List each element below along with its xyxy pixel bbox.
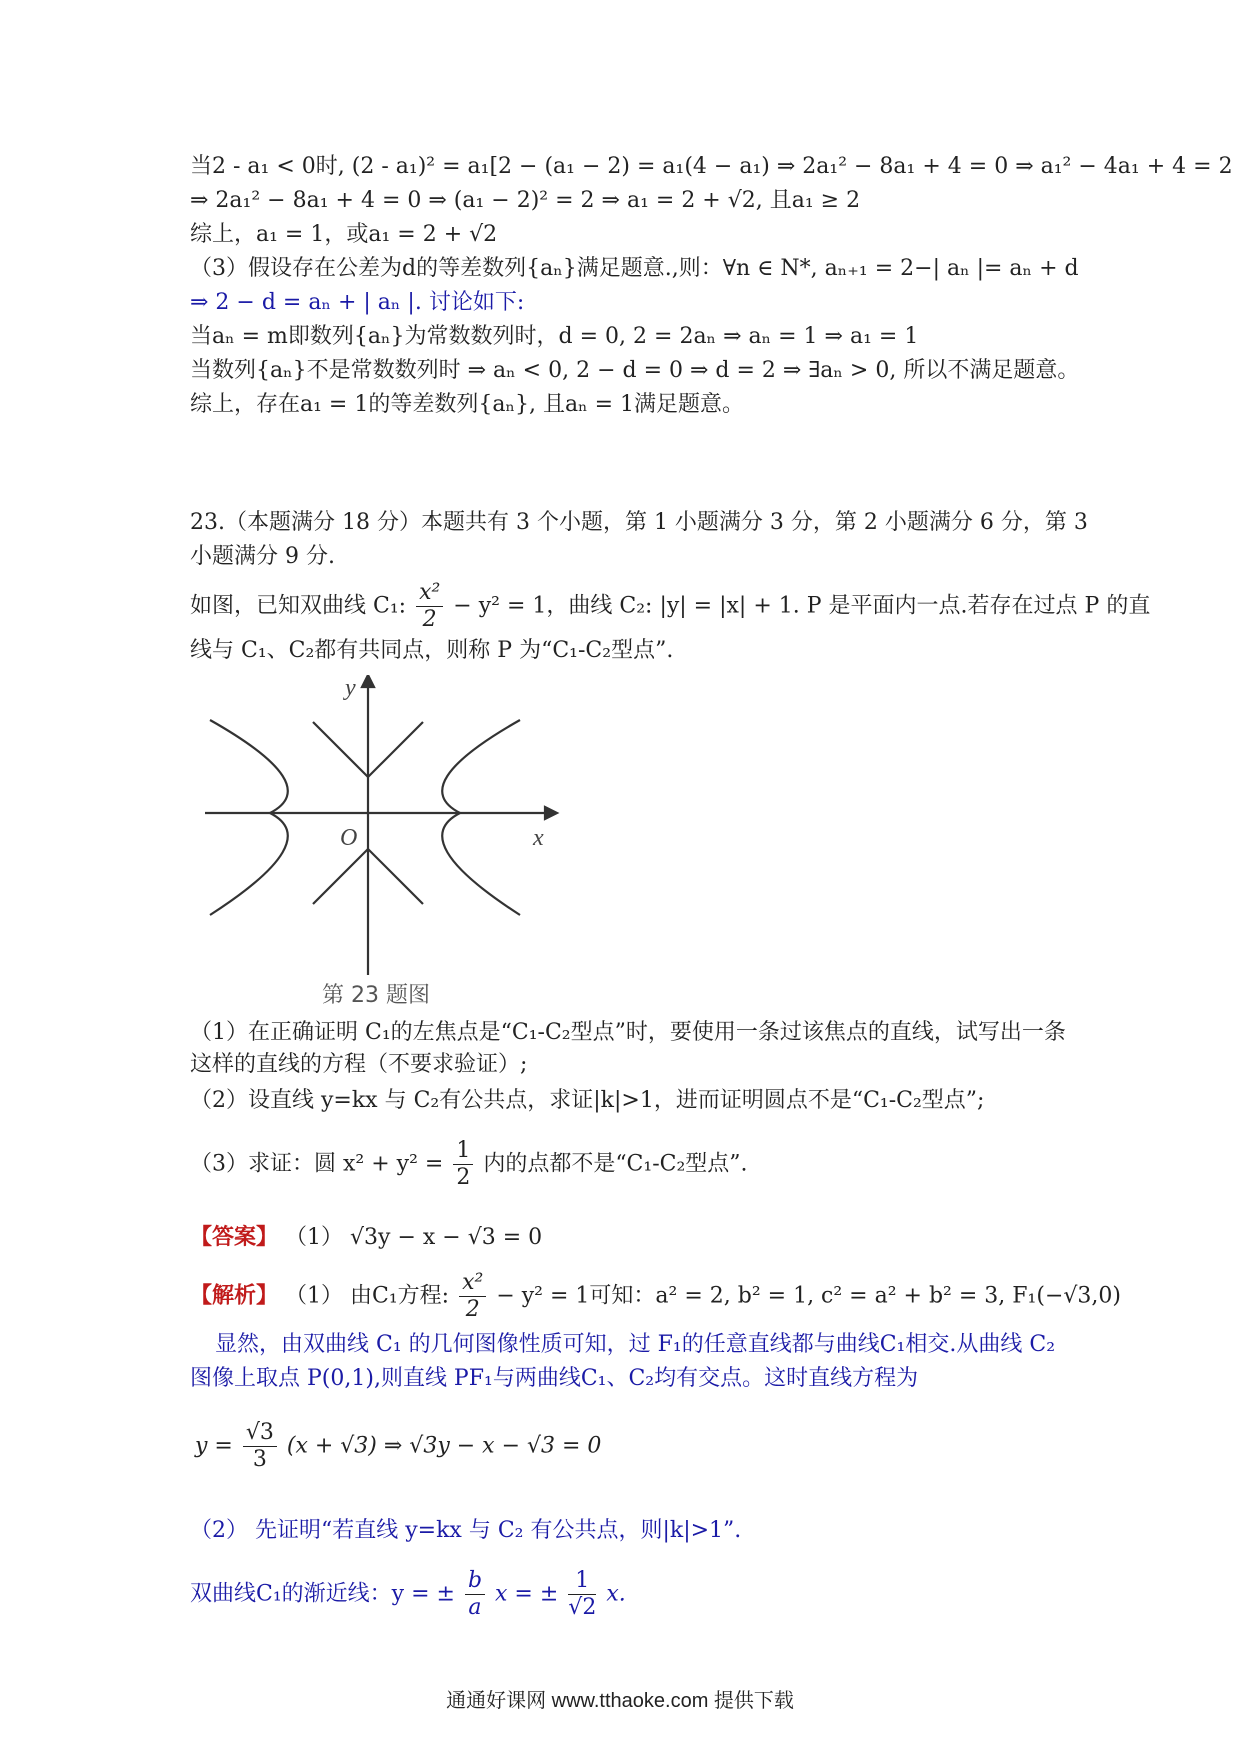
- fraction-numerator: x²: [416, 580, 443, 607]
- problem-header-2: 小题满分 9 分.: [190, 544, 335, 569]
- answer-tag: 【答案】: [190, 1224, 279, 1250]
- asymptote-fraction-2: [568, 1568, 596, 1621]
- analysis-line-3: 图像上取点 P(0,1),则直线 PF₁与两曲线C₁、C₂均有交点。这时直线方程为: [190, 1366, 919, 1391]
- fraction-numerator: 1: [453, 1138, 473, 1165]
- fraction-denominator: 2: [456, 1165, 471, 1190]
- fraction-numerator: 1: [568, 1568, 596, 1595]
- solution-line-6: 当aₙ = m即数列{aₙ}为常数数列时，d = 0, 2 = 2aₙ ⇒ aₙ = 1 ⇒ a₁ = 1: [190, 324, 919, 349]
- solution-line-3: 综上，a₁ = 1，或a₁ = 2 + √2: [190, 222, 498, 247]
- analysis-line-5: （2） 先证明“若直线 y=kx 与 C₂ 有公共点，则|k|>1”.: [190, 1518, 742, 1543]
- fraction-numerator: x²: [459, 1270, 486, 1297]
- fraction-numerator: b: [465, 1568, 485, 1595]
- hyperbola-left-branch: [210, 720, 288, 915]
- question-3-text-a: （3）求证：圆 x² + y² =: [190, 1151, 444, 1177]
- analysis-tag: 【解析】: [190, 1282, 279, 1309]
- y-axis-arrow: [362, 675, 374, 687]
- analysis-line-6: [190, 1568, 626, 1621]
- equation-text-a: y =: [195, 1433, 233, 1459]
- x-axis-label: x: [533, 825, 544, 851]
- hyperbola-figure: [205, 675, 575, 975]
- fraction-denominator: 2: [465, 1297, 480, 1322]
- analysis-line-1: [190, 1270, 1121, 1323]
- fraction-denominator: 2: [422, 607, 437, 632]
- question-1-line-2: 这样的直线的方程（不要求验证）;: [190, 1052, 528, 1077]
- fraction-denominator: a: [468, 1595, 482, 1620]
- fraction-denominator: √2: [568, 1595, 597, 1620]
- question-3: [190, 1138, 748, 1191]
- figure-caption: 第 23 题图: [322, 983, 430, 1008]
- analysis-text-a: （1） 由C₁方程:: [285, 1283, 450, 1309]
- fraction-denominator: 3: [252, 1447, 267, 1472]
- asymptote-fraction-1: [465, 1568, 485, 1621]
- statement-text-b: − y² = 1，曲线 C₂: |y| = |x| + 1. P 是平面内一点.若存在过点 P 的直: [453, 593, 1151, 619]
- y-axis-label: y: [345, 675, 356, 701]
- solution-line-2: ⇒ 2a₁² − 8a₁ + 4 = 0 ⇒ (a₁ − 2)² = 2 ⇒ a₁ = 2 + √2, 且a₁ ≥ 2: [190, 188, 861, 213]
- asymptote-text-b: x = ±: [495, 1581, 559, 1607]
- problem-statement-1: [190, 580, 1150, 633]
- statement-fraction: [416, 580, 443, 633]
- analysis-line-2: 显然，由双曲线 C₁ 的几何图像性质可知，过 F₁的任意直线都与曲线C₁相交.从曲线 C₂: [215, 1332, 1056, 1357]
- problem-header-1: 23.（本题满分 18 分）本题共有 3 个小题，第 1 小题满分 3 分，第 2 小题满分 6 分，第 3: [190, 510, 1088, 535]
- question-2: （2）设直线 y=kx 与 C₂有公共点，求证|k|>1，进而证明圆点不是“C₁-C₂型点”;: [190, 1088, 985, 1113]
- hyperbola-right-branch: [442, 720, 520, 915]
- statement-text-a: 如图，已知双曲线 C₁:: [190, 593, 407, 619]
- asymptote-text-c: x.: [606, 1581, 626, 1607]
- solution-line-5: ⇒ 2 − d = aₙ + | aₙ |. 讨论如下:: [190, 290, 525, 315]
- analysis-line-4: [195, 1420, 601, 1473]
- question-3-fraction: [453, 1138, 473, 1191]
- analysis-fraction: [459, 1270, 486, 1323]
- question-1-line-1: （1）在正确证明 C₁的左焦点是“C₁-C₂型点”时，要使用一条过该焦点的直线，试写出一条: [190, 1020, 1066, 1045]
- answer-line: [190, 1222, 542, 1253]
- page-footer: 通通好课网 www.tthaoke.com 提供下载: [446, 1690, 794, 1712]
- x-axis-arrow: [545, 807, 557, 819]
- asymptote-text-a: 双曲线C₁的渐近线：y = ±: [190, 1581, 455, 1607]
- answer-text: （1） √3y − x − √3 = 0: [285, 1225, 543, 1250]
- question-3-text-b: 内的点都不是“C₁-C₂型点”.: [483, 1151, 748, 1177]
- problem-statement-2: 线与 C₁、C₂都有共同点，则称 P 为“C₁-C₂型点”.: [190, 638, 674, 663]
- analysis-text-b: − y² = 1可知：a² = 2, b² = 1, c² = a² + b² = 3, F₁(−√3,0): [496, 1283, 1121, 1309]
- fraction-numerator: √3: [243, 1420, 277, 1447]
- equation-text-b: (x + √3) ⇒ √3y − x − √3 = 0: [286, 1433, 602, 1459]
- equation-fraction: [243, 1420, 277, 1473]
- solution-line-8: 综上，存在a₁ = 1的等差数列{aₙ}, 且aₙ = 1满足题意。: [190, 392, 745, 417]
- solution-line-7: 当数列{aₙ}不是常数数列时 ⇒ aₙ < 0, 2 − d = 0 ⇒ d = 2 ⇒ ∃aₙ > 0, 所以不满足题意。: [190, 358, 1080, 383]
- origin-label: O: [340, 825, 358, 851]
- solution-line-1: 当2 - a₁ < 0时, (2 - a₁)² = a₁[2 − (a₁ − 2) = a₁(4 − a₁) ⇒ 2a₁² − 8a₁ + 4 = 0 ⇒ a₁² − 4a₁ + 4 = 2: [190, 154, 1233, 179]
- solution-line-4: （3）假设存在公差为d的等差数列{aₙ}满足题意.,则：∀n ∈ N*, aₙ₊₁ = 2−| aₙ |= aₙ + d: [190, 256, 1079, 281]
